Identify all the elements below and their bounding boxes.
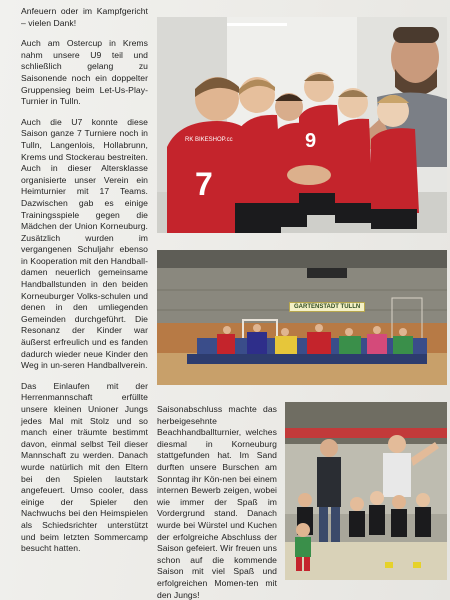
- svg-text:7: 7: [195, 166, 213, 202]
- svg-text:9: 9: [305, 130, 317, 152]
- team-huddle-photo: [157, 17, 447, 233]
- paragraph-thanks: Anfeuern oder im Kampfgericht – vielen Dank!: [21, 6, 148, 28]
- right-text-column: [157, 404, 277, 600]
- left-text-column: [21, 6, 148, 564]
- paragraph-beach: Saisonabschluss machte das herbeigesehnte Beachhandballturnier, welches diesmal in Korneuburg stattgefunden hat. Im Sand durften unsere Burschen am Sonntag ihr Kön-nen bei einem internen Bewerb zeigen, wobei wie immer der Spaß im Vordergrund stand. Danach wurde bei Würstel und Kuchen der erfolgreiche Abschluss der Saison gefeiert. Wir freuen uns schon auf die kommende Saison mit viel Spaß und erfolgreichen Momen-ten mit den Jungs!: [157, 404, 277, 600]
- sports-hall-illustration: [157, 250, 447, 385]
- jersey-sponsor-text: RK BIKESHOP.cc: [185, 137, 233, 143]
- beach-handball-photo: [285, 402, 447, 580]
- hall-banner: GARTENSTADT TULLN: [289, 302, 365, 312]
- beach-handball-illustration: [285, 402, 447, 580]
- team-huddle-illustration: [157, 17, 447, 233]
- paragraph-ostercup: Auch am Ostercup in Krems nahm unsere U9 teil und schließlich gelang zu Saisonende noch ein doppelter Gruppensieg beim Let-Us-Play-Turnier in Tulln.: [21, 38, 148, 107]
- paragraph-einlaufen: Das Einlaufen mit der Herrenmannschaft erfüllte unsere kleinen Unioner Jungs jedes Mal mit Stolz und so manch einer träumte bestimmt davon, einmal selbst Teil dieser Mannschaft zu werden. Danach wurde natürlich mit den Eltern bei den Spielen lautstark angefeuert. Umso cooler, dass einige der Spieler den Nachwuchs bei den Heimspielen als Schiedsrichter unterstützt und beim letzten Sommercamp besucht hatten.: [21, 380, 148, 554]
- paragraph-u7: Auch die U7 konnte diese Saison ganze 7 Turniere noch in Tulln, Langenlois, Hollabrunn, Krems und Stockerau bestreiten. Auch in dieser Altersklasse organisierte unser Verein ein Heimturnier mit 17 Teams. Dazwischen gab es einige Trainingsspiele gegen die Mädchen der Union Korneuburg. Zusätzlich wurden im vergangenen Schuljahr ebenso in Kooperation mit den Handball-damen neuerlich gemeinsame Handballstunden in den beiden Korneuburger Volks-schulen und denen in den umliegenden Gemeinden durchgeführt. Die Resonanz der Kinder war äußerst erfreulich und es fanden dadurch wieder neue Kinder den Weg in un-seren Handballverein.: [21, 116, 148, 371]
- sports-hall-photo: [157, 250, 447, 385]
